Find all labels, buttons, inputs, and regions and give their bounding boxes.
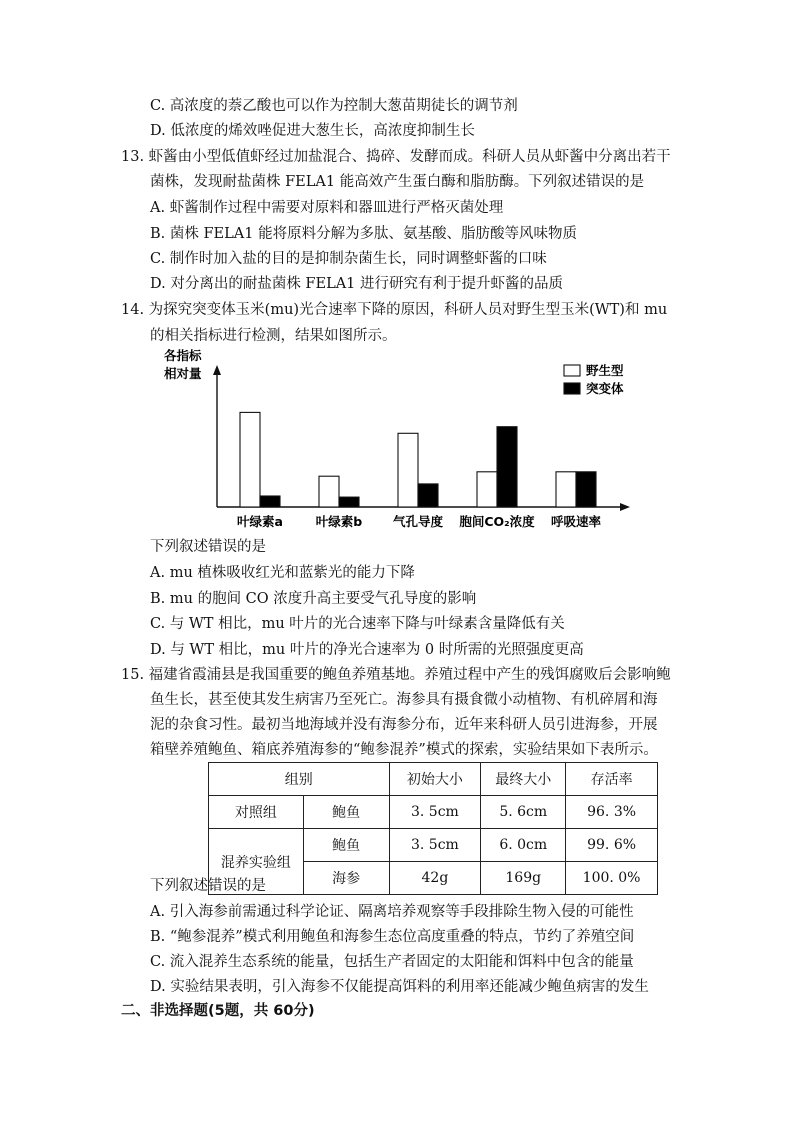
bar-wild-type-1 <box>319 476 339 507</box>
q12-option-d: D. 低浓度的烯效唑促进大葱生长，高浓度抑制生长 <box>150 123 475 139</box>
q14-prompt: 下列叙述错误的是 <box>150 539 266 555</box>
header-final-size: 最终大小 <box>481 763 566 796</box>
q13-stem-line1: 13. 虾酱由小型低值虾经过加盐混合、捣碎、发酵而成。科研人员从虾酱中分离出若干 <box>121 149 671 165</box>
bar-mutant-0 <box>260 496 280 507</box>
bar-mutant-1 <box>339 497 359 507</box>
table-row <box>209 829 658 862</box>
table-cell: 海参 <box>303 862 389 895</box>
section-2-heading: 二、非选择题(5题，共 60分) <box>121 1003 315 1019</box>
bar-mutant-3 <box>497 427 517 507</box>
bar-wild-type-4 <box>556 472 576 507</box>
table-cell: 169g <box>481 862 566 895</box>
mixed-group-label: 混养实验组 <box>209 829 304 895</box>
q15-stem-line3: 泥的杂食习性。最初当地海域并没有海参分布，近年来科研人员引进海参，开展 <box>150 717 658 733</box>
legend-label-mutant: 突变体 <box>586 381 624 396</box>
q14-option-d: D. 与 WT 相比，mu 叶片的净光合速率为 0 时所需的光照强度更高 <box>150 642 584 658</box>
table-cell: 鲍鱼 <box>303 796 389 829</box>
q13-option-b: B. 菌株 FELA1 能将原料分解为多肽、氨基酸、脂肪酸等风味物质 <box>150 226 578 242</box>
y-axis-arrow <box>213 365 221 375</box>
y-axis-label-line1: 各指标 <box>164 348 202 363</box>
q15-stem-line1: 15. 福建省霞浦县是我国重要的鲍鱼养殖基地。养殖过程中产生的残饵腐败后会影响鲍 <box>121 667 671 683</box>
q15-results-table <box>208 762 658 895</box>
q13-option-a: A. 虾酱制作过程中需要对原料和器皿进行严格灭菌处理 <box>150 200 504 216</box>
x-axis-arrow <box>620 503 630 511</box>
x-tick-label: 呼吸速率 <box>550 514 602 529</box>
q13-stem-line2: 菌株，发现耐盐菌株 FELA1 能高效产生蛋白酶和脂肪酶。下列叙述错误的是 <box>150 174 645 190</box>
bar-wild-type-2 <box>398 433 418 507</box>
table-cell: 鲍鱼 <box>303 829 389 862</box>
q15-stem-line2: 鱼生长，甚至使其发生病害乃至死亡。海参具有摄食微小动植物、有机碎屑和海 <box>150 692 658 708</box>
q15-prompt: 下列叙述错误的是 <box>150 878 266 894</box>
bar-mutant-4 <box>576 472 596 507</box>
table-cell: 42g <box>389 862 481 895</box>
table-cell: 99. 6% <box>566 829 658 862</box>
y-axis-label-line2: 相对量 <box>164 366 202 381</box>
table-cell: 6. 0cm <box>481 829 566 862</box>
x-tick-label: 胞间CO₂浓度 <box>459 514 535 529</box>
x-tick-label: 叶绿素a <box>237 514 283 529</box>
q14-option-c: C. 与 WT 相比，mu 叶片的光合速率下降与叶绿素含量降低有关 <box>150 616 565 632</box>
table-cell: 5. 6cm <box>481 796 566 829</box>
bar-wild-type-0 <box>240 412 260 507</box>
header-survival-rate: 存活率 <box>566 763 658 796</box>
q13-option-c: C. 制作时加入盐的目的是抑制杂菌生长，同时调整虾酱的口味 <box>150 251 547 267</box>
q14-stem-line1: 14. 为探究突变体玉米(mu)光合速率下降的原因，科研人员对野生型玉米(WT)和 mu <box>121 302 668 318</box>
table-cell: 3. 5cm <box>389 796 481 829</box>
q15-option-c: C. 流入混养生态系统的能量，包括生产者固定的太阳能和饵料中包含的能量 <box>150 954 634 970</box>
legend-label-wild-type: 野生型 <box>586 363 624 378</box>
bar-wild-type-3 <box>477 472 497 507</box>
table-header-row <box>209 763 658 796</box>
q14-option-b: B. mu 的胞间 CO 浓度升高主要受气孔导度的影响 <box>150 591 477 607</box>
table-cell: 100. 0% <box>566 862 658 895</box>
q14-bar-chart <box>150 345 650 535</box>
q14-option-a: A. mu 植株吸收红光和蓝紫光的能力下降 <box>150 565 415 581</box>
x-tick-label: 叶绿素b <box>315 514 363 529</box>
control-group-label: 对照组 <box>209 796 304 829</box>
q15-option-b: B. “鲍参混养”模式利用鲍鱼和海参生态位高度重叠的特点，节约了养殖空间 <box>150 929 635 945</box>
q14-stem-line2: 的相关指标进行检测，结果如图所示。 <box>150 328 397 344</box>
header-group: 组别 <box>209 763 390 796</box>
q15-option-a: A. 引入海参前需通过科学论证、隔离培养观察等手段排除生物入侵的可能性 <box>150 904 634 920</box>
bar-mutant-2 <box>418 484 438 507</box>
chart-legend <box>564 363 624 396</box>
x-tick-label: 气孔导度 <box>392 514 444 529</box>
legend-swatch-wild-type <box>564 365 580 376</box>
header-initial-size: 初始大小 <box>389 763 481 796</box>
q15-option-d: D. 实验结果表明，引入海参不仅能提高饵料的利用率还能减少鲍鱼病害的发生 <box>150 979 649 995</box>
table-cell: 96. 3% <box>566 796 658 829</box>
q15-stem-line4: 箱壁养殖鲍鱼、箱底养殖海参的“鲍参混养”模式的探索，实验结果如下表所示。 <box>150 742 658 758</box>
q13-option-d: D. 对分离出的耐盐菌株 FELA1 进行研究有利于提升虾酱的品质 <box>150 276 564 292</box>
table-row <box>209 796 658 829</box>
q12-option-c: C. 高浓度的萘乙酸也可以作为控制大葱苗期徒长的调节剂 <box>150 98 518 114</box>
legend-swatch-mutant <box>564 383 580 394</box>
table-cell: 3. 5cm <box>389 829 481 862</box>
